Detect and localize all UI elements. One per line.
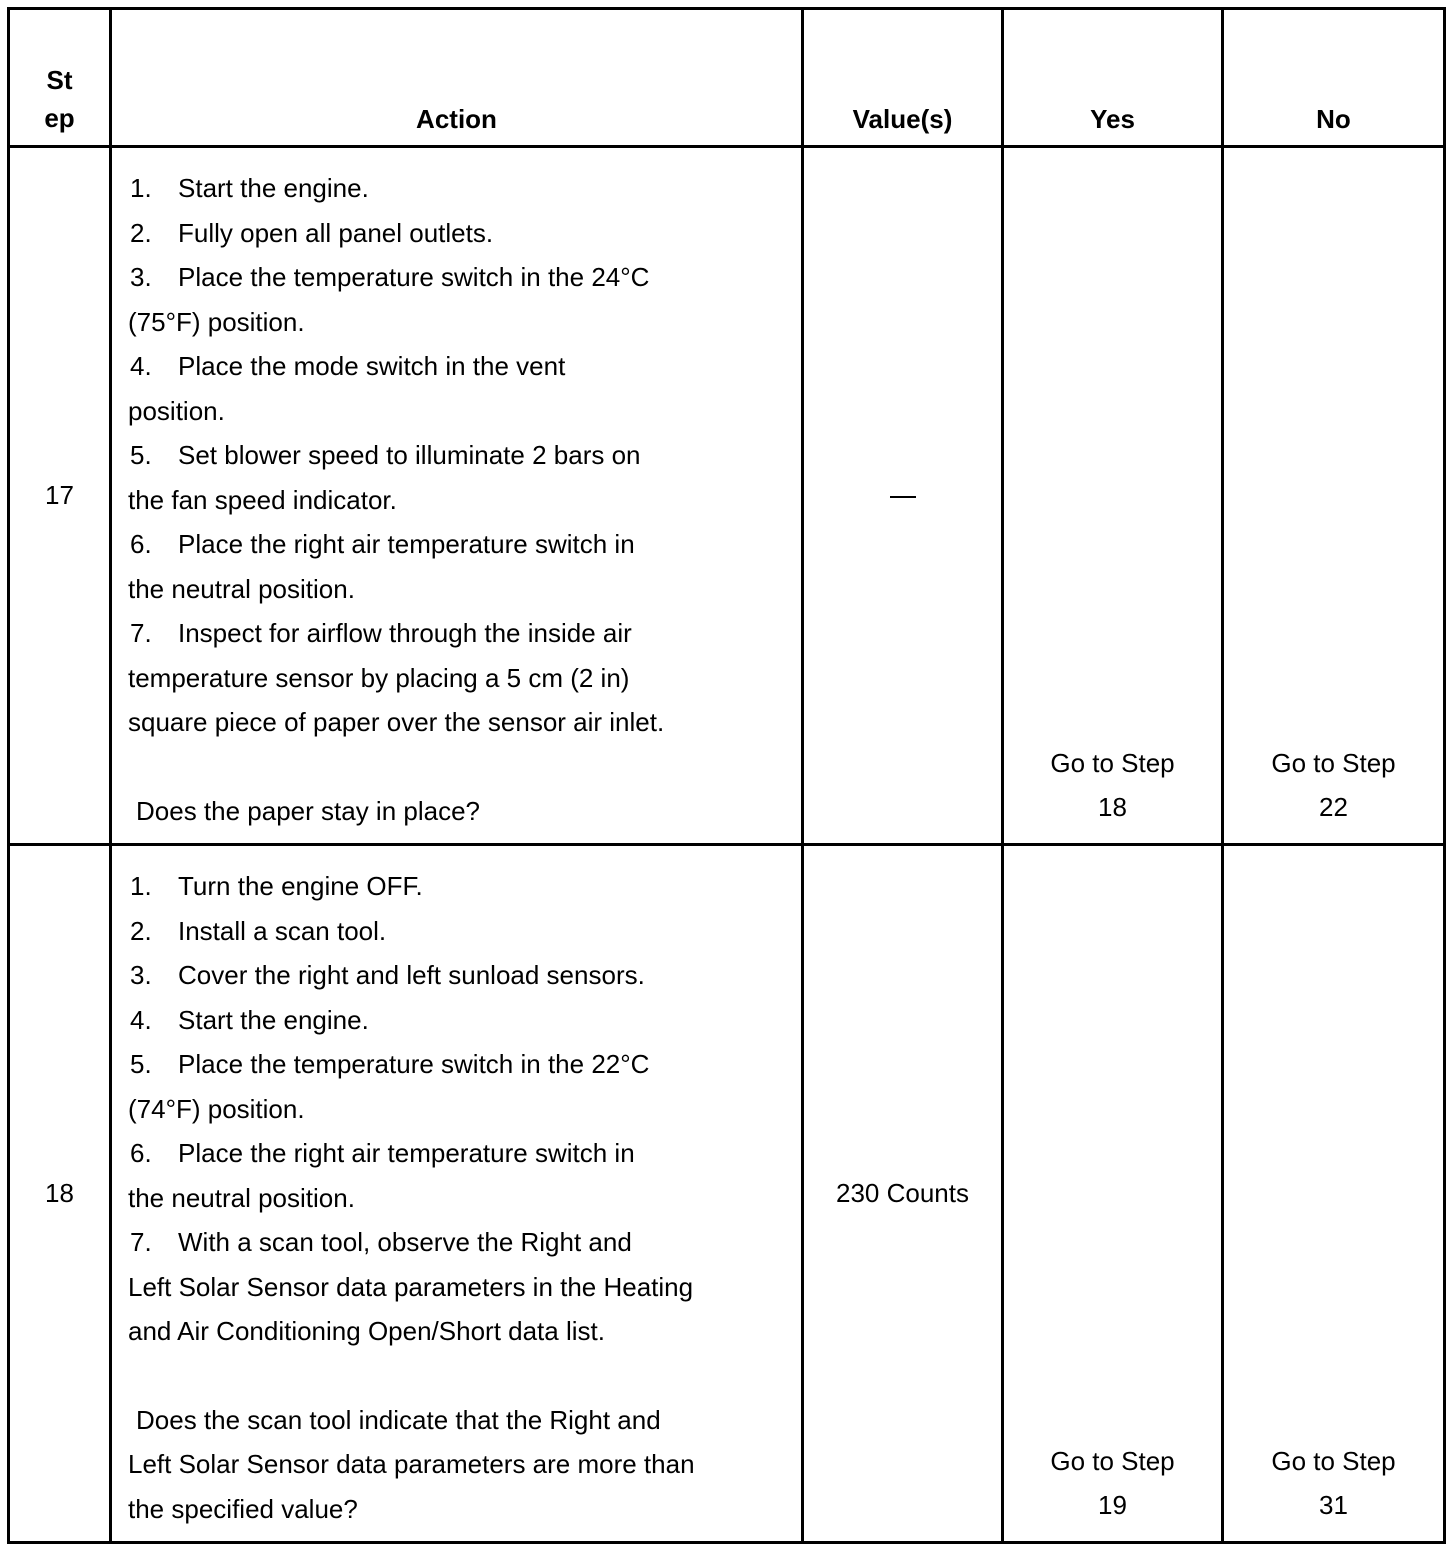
- list-item-continued: the neutral position.: [128, 1182, 355, 1213]
- list-item: 2. Fully open all panel outlets.: [130, 217, 494, 248]
- action-cell: [111, 845, 803, 1543]
- list-item-continued: (75°F) position.: [128, 306, 305, 337]
- dash-value: [890, 496, 916, 498]
- list-item: 1. Start the engine.: [130, 173, 369, 203]
- yes-cell: Go to Step 18: [1003, 147, 1223, 845]
- list-item: 1. Turn the engine OFF.: [130, 871, 423, 901]
- list-item: 3. Cover the right and left sunload sensors.: [130, 960, 645, 990]
- list-item: 7. With a scan tool, observe the Right and: [130, 1227, 632, 1257]
- question-text: Does the paper stay in place?: [136, 795, 480, 826]
- action-cell: [111, 147, 803, 845]
- header-step: St ep: [9, 9, 111, 147]
- list-item: 6. Place the right air temperature switch in: [130, 529, 635, 559]
- list-item: 6. Place the right air temperature switch in: [130, 1138, 635, 1168]
- step-number: 18: [9, 845, 111, 1543]
- list-item-continued: Left Solar Sensor data parameters in the Heating: [128, 1271, 694, 1302]
- header-row: [9, 9, 1445, 147]
- table-row: [9, 147, 1445, 845]
- value-cell: 230 Counts: [803, 845, 1003, 1543]
- list-item: 7. Inspect for airflow through the inside air: [130, 618, 632, 648]
- header-values: Value(s): [803, 9, 1003, 147]
- question-text-continued: the specified value?: [128, 1493, 358, 1524]
- list-item-continued: and Air Conditioning Open/Short data list.: [128, 1316, 605, 1346]
- list-item-continued: position.: [128, 395, 225, 426]
- header-no: No: [1223, 9, 1445, 147]
- no-cell: Go to Step 31: [1223, 845, 1445, 1543]
- list-item-continued: (74°F) position.: [128, 1093, 305, 1124]
- question-text-continued: Left Solar Sensor data parameters are more than: [128, 1449, 695, 1479]
- list-item-continued: temperature sensor by placing a 5 cm (2 in): [128, 662, 630, 693]
- step-number: 17: [9, 147, 111, 845]
- value-cell: [803, 147, 1003, 845]
- list-item-continued: the fan speed indicator.: [128, 484, 397, 515]
- table-row: [9, 845, 1445, 1543]
- no-cell: Go to Step 22: [1223, 147, 1445, 845]
- list-item: 4. Start the engine.: [130, 1004, 369, 1035]
- list-item: 3. Place the temperature switch in the 24°C: [130, 262, 650, 292]
- yes-cell: Go to Step 19: [1003, 845, 1223, 1543]
- header-yes: Yes: [1003, 9, 1223, 147]
- list-item-continued: square piece of paper over the sensor air inlet.: [128, 707, 665, 737]
- question-text: Does the scan tool indicate that the Right and: [136, 1404, 661, 1435]
- diagnostic-table: [7, 7, 1446, 1544]
- list-item: 5. Set blower speed to illuminate 2 bars on: [130, 440, 641, 470]
- header-action: Action: [111, 9, 803, 147]
- list-item-continued: the neutral position.: [128, 573, 355, 604]
- list-item: 4. Place the mode switch in the vent: [130, 351, 566, 381]
- list-item: 5. Place the temperature switch in the 22°C: [130, 1049, 650, 1079]
- list-item: 2. Install a scan tool.: [130, 915, 387, 946]
